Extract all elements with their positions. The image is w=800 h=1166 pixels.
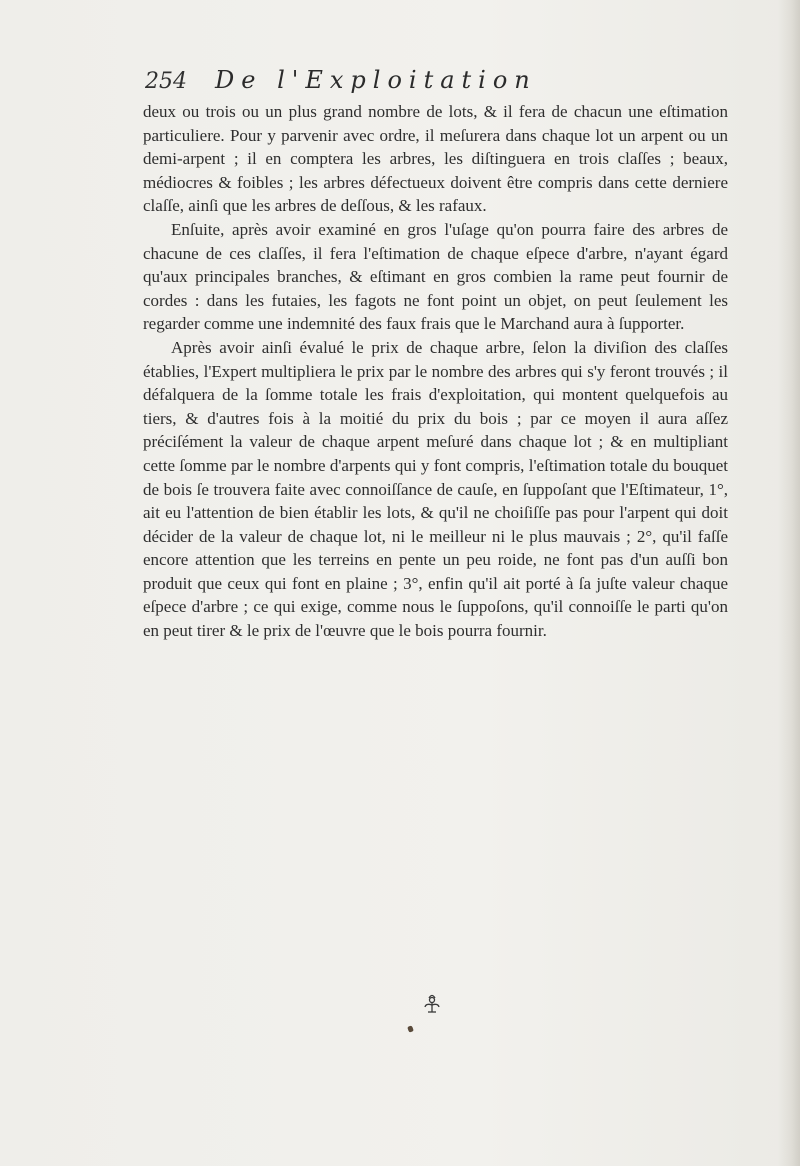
ink-mark (407, 1025, 414, 1032)
paragraph-2: Enſuite, après avoir examiné en gros l'uſage qu'on pourra faire des arbres de chacune de ces claſſes, il fera l'eſtimation de chaque eſpece d'arbre, n'ayant égard qu'aux principales branches, & eſtimant en gros combien la rame peut fournir de cordes : dans les futaies, les fagots ne font point un objet, on peut ſeulement les regarder comme une indemnité des faux frais que le Marchand aura à ſupporter. (143, 219, 728, 334)
running-title: De l'Exploitation (215, 66, 537, 94)
page-number: 254 (145, 69, 187, 94)
paragraph-3: Après avoir ainſi évalué le prix de chaque arbre, ſelon la diviſion des claſſes établies, l'Expert multipliera le prix par le nombre des arbres qui s'y feront trouvés ; il défalquera de la ſomme totale les frais d'exploitation, qui montent quelquefois au tiers, & d'autres fois à la moitié du prix du bois ; par ce moyen il aura aſſez préciſément la valeur de chaque arpent meſuré dans chaque lot ; & en multipliant cette ſomme par le nombre d'arpents qui y font compris, l'eſtimation totale du bouquet de bois ſe trouvera faite avec connoiſſance de cauſe, en ſuppoſant que l'Eſtimateur, 1°, ait eu l'attention de bien établir les lots, & qu'il ne choiſiſſe pas pour l'arpent qui doit décider de la valeur de chaque lot, ni le meilleur ni le plus mauvais ; 2°, qu'il faſſe encore attention que les terreins en pente un peu roide, ne font pas d'un auſſi bon produit que ceux qui font en plaine ; 3°, enfin qu'il ait porté à ſa juſte valeur chaque eſpece d'arbre ; ce qui exige, comme nous le ſuppoſons, qu'il connoiſſe le parti qu'on en peut tirer & le prix de l'œuvre que le bois pourra fournir. (143, 337, 728, 641)
page-edge-shadow (778, 0, 800, 1166)
paragraph-1: deux ou trois ou un plus grand nombre de lots, & il fera de chacun une eſtimation particuliere. Pour y parvenir avec ordre, il meſurera dans chaque lot un arpent ou un demi-arpent ; il en comptera les arbres, les diſtinguera en trois claſſes ; beaux, médiocres & foibles ; les arbres défectueux doivent être compris dans cette derniere claſſe, ainſi que les arbres de deſſous, & les rafaux. (143, 102, 728, 216)
page-header (145, 66, 725, 102)
fleuron-ornament-icon (420, 992, 444, 1016)
body-text (143, 100, 728, 643)
